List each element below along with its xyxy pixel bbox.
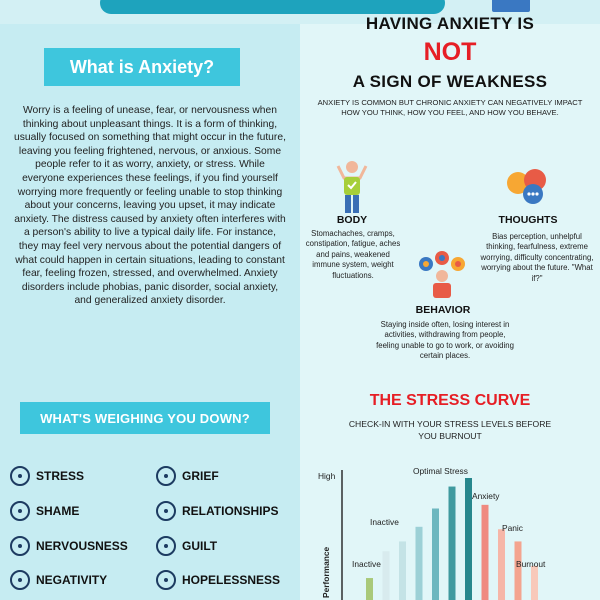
weighing-item-label: GUILT (182, 539, 218, 553)
annotation-optimal-stress: Optimal Stress (413, 466, 468, 476)
stress-bar-1 (366, 578, 373, 600)
weighing-item-label: HOPELESSNESS (182, 573, 281, 587)
weighing-item-label: NEGATIVITY (36, 573, 108, 587)
stress-bar-3 (399, 541, 406, 600)
not-weakness-title-line1: HAVING ANXIETY IS (365, 14, 535, 33)
weighing-title: WHAT'S WEIGHING YOU DOWN? (20, 402, 270, 434)
y-axis-label: Performance (321, 546, 331, 598)
stress-bar-2 (383, 551, 390, 600)
weighing-item-label: SHAME (36, 504, 80, 518)
y-tick-high: High (318, 471, 336, 481)
behavior-text: Staying inside often, losing interest in activities, withdrawing from people, feeling unable to go to work, or avoiding certain places. (376, 320, 514, 361)
stress-bar-6 (449, 487, 456, 600)
weighing-item-label: GRIEF (182, 469, 219, 483)
thoughts-title: THOUGHTS (498, 214, 558, 226)
stress-curve-subtitle: CHECK-IN WITH YOUR STRESS LEVELS BEFORE YOU BURNOUT (348, 419, 552, 441)
what-is-anxiety-text: Worry is a feeling of unease, fear, or nervousness when thinking about unpleasant things. It is a form of thinking, usually focused on something that might occur in the future, leaving you feeling frightened, nervous, or anxious. Some people refer to it as worry, anxiety, or stress. While everyone experiences these feelings, if you find yourself worrying more frequently or feeling unable to stop thinking about your concerns, leaving you upset, it may indicate anxiety. The distress caused by anxiety often interferes with a person's ability to live a typical daily life. For instance, they may feel very nervous about the potential dangers of what could happen in certain situations, leading to constant fear, feeling frozen, stressed, and overwhelmed. Anxiety disorders include phobias, panic disorder, social anxiety, and generalized anxiety disorder. (14, 105, 286, 307)
weighing-item-label: NERVOUSNESS (36, 539, 128, 553)
thoughts-text: Bias perception, unhelpful thinking, fearfulness, extreme worrying, difficulty concentrating, worrying about the future. "What if?" (480, 232, 594, 283)
stress-bar-10 (515, 541, 522, 600)
weighing-item-label: RELATIONSHIPS (182, 504, 279, 518)
body-title: BODY (336, 214, 368, 226)
annotation-anxiety: Anxiety (472, 491, 500, 501)
stress-bar-7 (465, 478, 472, 600)
stress-bar-9 (498, 529, 505, 600)
weighing-item-label: STRESS (36, 469, 85, 483)
annotation-inactive-upper: Inactive (370, 517, 399, 527)
not-weakness-subtitle: ANXIETY IS COMMON BUT CHRONIC ANXIETY CAN NEGATIVELY IMPACT HOW YOU THINK, HOW YOU FEEL, AND HOW YOU BEHAVE. (317, 98, 583, 117)
body-text: Stomachaches, cramps, constipation, fatigue, aches and pains, weakened immune system, weight fluctuations. (305, 229, 401, 280)
stress-bar-4 (416, 527, 423, 600)
not-weakness-title-line2: A SIGN OF WEAKNESS (352, 72, 548, 91)
annotation-panic: Panic (502, 523, 523, 533)
not-weakness-title-not: NOT (423, 38, 477, 66)
annotation-burnout: Burnout (516, 559, 546, 569)
stress-bar-11 (531, 566, 538, 600)
stress-bar-5 (432, 509, 439, 600)
what-is-anxiety-title: What is Anxiety? (44, 48, 240, 86)
stress-bar-8 (482, 505, 489, 600)
annotation-inactive-lower: Inactive (352, 559, 381, 569)
behavior-title: BEHAVIOR (415, 304, 471, 316)
stress-curve-title: THE STRESS CURVE (369, 392, 531, 409)
